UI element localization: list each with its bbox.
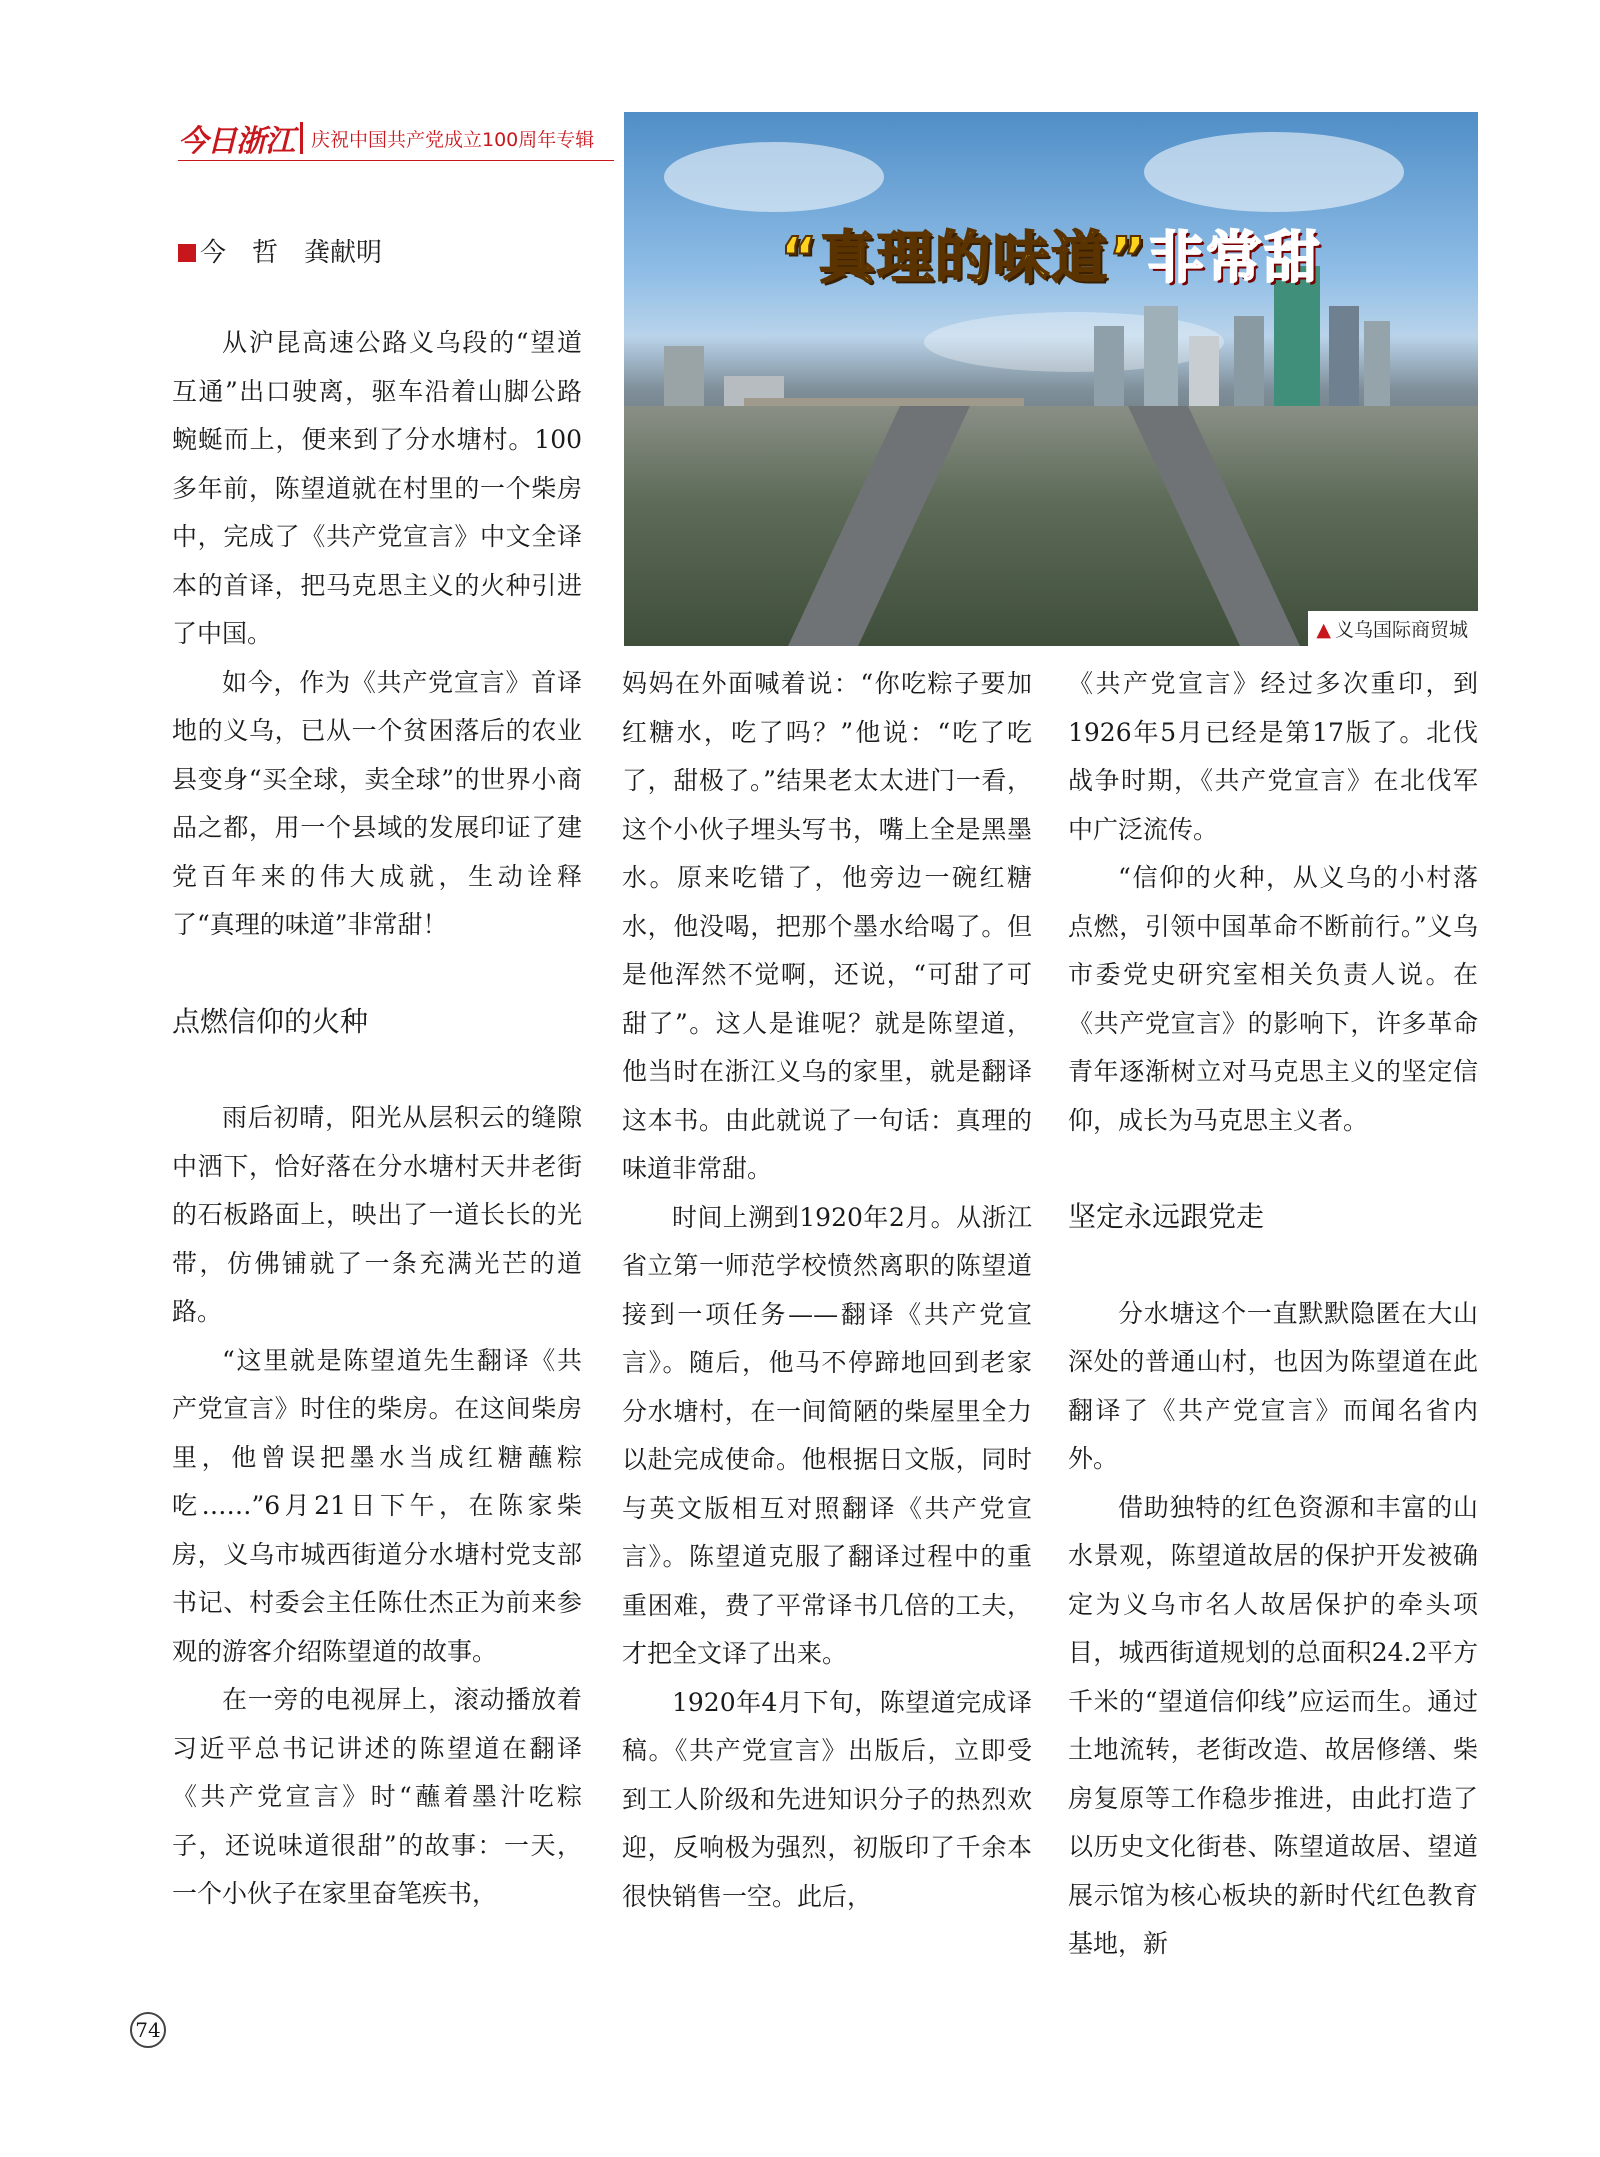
paragraph: 如今，作为《共产党宣言》首译地的义乌，已从一个贫困落后的农业县变身“买全球，卖全球”的世界小商品之都，用一个县域的发展印证了建党百年来的伟大成就，生动诠释了“真理的味道”非常甜！ [172,667,582,939]
paragraph: “这里就是陈望道先生翻译《共产党宣言》时住的柴房。在这间柴房里，他曾误把墨水当成红糖蘸粽吃……”6月21日下午，在陈家柴房，义乌市城西街道分水塘村党支部书记、村委会主任陈仕杰正为前来参观的游客介绍陈望道的故事。 [172,1345,582,1666]
authors: 今 哲 龚献明 [200,238,383,268]
square-bullet-icon [178,244,196,262]
paragraph: 时间上溯到1920年2月。从浙江省立第一师范学校愤然离职的陈望道接到一项任务——翻译《共产党宣言》。随后，他马不停蹄地回到老家分水塘村，在一间简陋的柴屋里全力以赴完成使命。他根据日文版，同时与英文版相互对照翻译《共产党宣言》。陈望道克服了翻译过程中的重重困难，费了平常译书几倍的工夫，才把全文译了出来。 [622,1202,1032,1668]
city-photo [624,112,1478,646]
masthead [178,120,595,159]
column-3 [1068,660,1478,1969]
special-issue-title: 庆祝中国共产党成立100周年专辑 [311,128,595,151]
masthead-rule [178,160,614,161]
building [1234,316,1264,416]
cloud [1144,132,1404,212]
paragraph: 分水塘这个一直默默隐匿在大山深处的普通山村，也因为陈望道在此翻译了《共产党宣言》而闻名省内外。 [1068,1298,1478,1473]
caption-text: 义乌国际商贸城 [1334,619,1468,641]
paragraph: 在一旁的电视屏上，滚动播放着习近平总书记讲述的陈望道在翻译《共产党宣言》时“蘸着墨汁吃粽子，还说味道很甜”的故事：一天，一个小伙子在家里奋笔疾书， [172,1685,582,1908]
byline [178,232,382,269]
paragraph: “信仰的火种，从义乌的小村落点燃，引领中国革命不断前行。”义乌市委党史研究室相关负责人说。在《共产党宣言》的影响下，许多革命青年逐渐树立对马克思主义的坚定信仰，成长为马克思主义者。 [1068,863,1478,1135]
column-2 [622,660,1032,1921]
building [1364,321,1390,416]
building [1329,306,1359,416]
cloud [664,142,884,212]
paragraph: 《共产党宣言》经过多次重印，到1926年5月已经是第17版了。北伐战争时期，《共产党宣言》在北伐军中广泛流传。 [1068,669,1478,844]
section-heading: 点燃信仰的火种 [172,1004,369,1038]
triangle-icon: ▲ [1316,619,1331,641]
headline-emphasis: 非常甜 [1147,226,1322,291]
magazine-logo: 今日浙江 [178,124,294,159]
building [1189,336,1219,416]
paragraph: 从沪昆高速公路义乌段的“望道互通”出口驶离，驱车沿着山脚公路蜿蜒而上，便来到了分水塘村。100多年前，陈望道就在村里的一个柴房中，完成了《共产党宣言》中文全译本的首译，把马克思主义的火种引进了中国。 [172,328,582,648]
photo-caption [1308,611,1478,646]
building [1094,326,1124,416]
ground [624,406,1478,646]
building [1144,306,1178,416]
page-number: 74 [130,2012,166,2048]
paragraph: 雨后初晴，阳光从层积云的缝隙中洒下，恰好落在分水塘村天井老街的石板路面上，映出了一道长长的光带，仿佛铺就了一条充满光芒的道路。 [172,1103,582,1326]
cloud [924,312,1224,372]
section-heading: 坚定永远跟党走 [1068,1200,1265,1233]
masthead-divider [300,122,303,154]
paragraph: 借助独特的红色资源和丰富的山水景观，陈望道故居的保护开发被确定为义乌市名人故居保护的牵头项目，城西街道规划的总面积24.2平方千米的“望道信仰线”应运而生。通过土地流转，老街改造、故居修缮、柴房复原等工作稳步推进，由此打造了以历史文化街巷、陈望道故居、望道展示馆为核心板块的新时代红色教育基地，新 [1068,1492,1478,1958]
paragraph: 妈妈在外面喊着说：“你吃粽子要加红糖水，吃了吗？”他说：“吃了吃了，甜极了。”结果老太太进门一看，这个小伙子埋头写书，嘴上全是黑墨水。原来吃错了，他旁边一碗红糖水，他没喝，把那个墨水给喝了。但是他浑然不觉啊，还说，“可甜了可甜了”。这人是谁呢？就是陈望道，他当时在浙江义乌的家里，就是翻译这本书。由此就说了一句话：真理的味道非常甜。 [622,669,1032,1183]
column-1 [172,319,582,1919]
paragraph: 1920年4月下旬，陈望道完成译稿。《共产党宣言》出版后，立即受到工人阶级和先进知识分子的热烈欢迎，反响极为强烈，初版印了千余本很快销售一空。此后， [622,1687,1032,1911]
headline-quote: “真理的味道” [780,226,1148,291]
photo-headline [624,214,1478,294]
